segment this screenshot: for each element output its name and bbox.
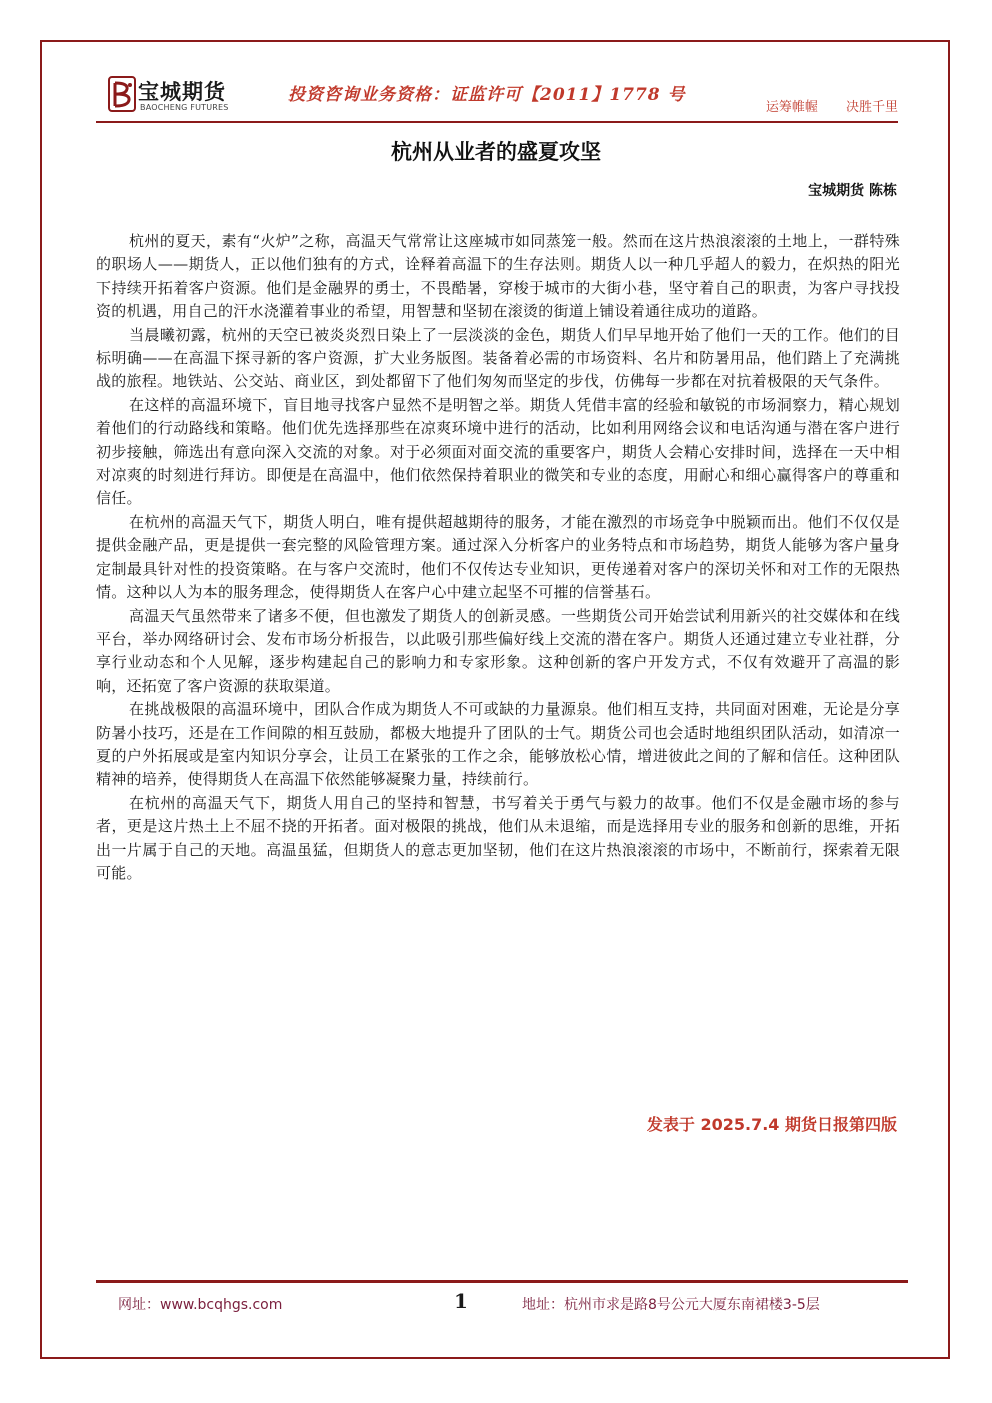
article-body [96,230,900,885]
footer-divider [96,1280,908,1283]
publication-note: 发表于 2025.7.4 期货日报第四版 [646,1115,897,1134]
footer-address: 地址：杭州市求是路8号公元大厦东南裙楼3-5层 [522,1297,820,1313]
header-motto [742,96,898,115]
qualification-statement: 投资咨询业务资格：证监许可【2011】1778 号 [288,85,686,105]
page-header [98,72,898,124]
motto-left: 运筹帷幄 [765,100,818,115]
article-title: 杭州从业者的盛夏攻坚 [391,140,601,164]
article-byline: 宝城期货 陈栋 [808,183,897,199]
header-divider [96,121,898,123]
page-number: 1 [454,1289,468,1313]
paragraph: 在杭州的高温天气下，期货人明白，唯有提供超越期待的服务，才能在激烈的市场竞争中脱颖而出。他们不仅仅是提供金融产品，更是提供一套完整的风险管理方案。通过深入分析客户的业务特点和市场趋势，期货人能够为客户量身定制最具针对性的投资策略。在与客户交流时，他们不仅传达专业知识，更传递着对客户的深切关怀和对工作的无限热情。这种以人为本的服务理念，使得期货人在客户心中建立起坚不可摧的信誉基石。 [96,512,900,602]
paragraph: 当晨曦初露，杭州的天空已被炎炎烈日染上了一层淡淡的金色，期货人们早早地开始了他们一天的工作。他们的目标明确——在高温下探寻新的客户资源，扩大业务版图。装备着必需的市场资料、名片和防暑用品，他们踏上了充满挑战的旅程。地铁站、公交站、商业区，到处都留下了他们匆匆而坚定的步伐，仿佛每一步都在对抗着极限的天气条件。 [96,325,900,391]
company-logo [108,76,238,116]
paragraph: 杭州的夏天，素有“火炉”之称，高温天气常常让这座城市如同蒸笼一般。然而在这片热浪滚滚的土地上，一群特殊的职场人——期货人，正以他们独有的方式，诠释着高温下的生存法则。期货人以一种几乎超人的毅力，在炽热的阳光下持续开拓着客户资源。他们是金融界的勇士，不畏酷暑，穿梭于城市的大街小巷，坚守着自己的职责，为客户寻找投资的机遇，用自己的汗水浇灌着事业的希望，用智慧和坚韧在滚烫的街道上铺设着通往成功的道路。 [96,232,900,321]
page-footer [96,1288,908,1318]
footer-website[interactable]: 网址：www.bcqhgs.com [118,1297,283,1313]
logo-english-name: BAOCHENG FUTURES [140,103,229,112]
paragraph: 高温天气虽然带来了诸多不便，但也激发了期货人的创新灵感。一些期货公司开始尝试利用新兴的社交媒体和在线平台，举办网络研讨会、发布市场分析报告，以此吸引那些偏好线上交流的潜在客户。期货人还通过建立专业社群，分享行业动态和个人见解，逐步构建起自己的影响力和专家形象。这种创新的客户开发方式，不仅有效避开了高温的影响，还拓宽了客户资源的获取渠道。 [96,606,900,695]
paragraph: 在这样的高温环境下，盲目地寻找客户显然不是明智之举。期货人凭借丰富的经验和敏锐的市场洞察力，精心规划着他们的行动路线和策略。他们优先选择那些在凉爽环境中进行的活动，比如利用网络会议和电话沟通与潜在客户进行初步接触，筛选出有意向深入交流的对象。对于必须面对面交流的重要客户，期货人会精心安排时间，选择在一天中相对凉爽的时刻进行拜访。即便是在高温中，他们依然保持着职业的微笑和专业的态度，用耐心和细心赢得客户的尊重和信任。 [96,395,900,508]
motto-right: 决胜千里 [845,100,898,115]
logo-chinese-name: 宝城期货 [138,79,226,104]
paragraph: 在杭州的高温天气下，期货人用自己的坚持和智慧，书写着关于勇气与毅力的故事。他们不仅是金融市场的参与者，更是这片热土上不屈不挠的开拓者。面对极限的挑战，他们从未退缩，而是选择用专业的服务和创新的思维，开拓出一片属于自己的天地。高温虽猛，但期货人的意志更加坚韧，他们在这片热浪滚滚的市场中，不断前行，探索着无限可能。 [96,793,900,882]
logo-mark-icon [108,76,138,114]
paragraph: 在挑战极限的高温环境中，团队合作成为期货人不可或缺的力量源泉。他们相互支持，共同面对困难，无论是分享防暑小技巧，还是在工作间隙的相互鼓励，都极大地提升了团队的士气。期货公司也会适时地组织团队活动，如清凉一夏的户外拓展或是室内知识分享会，让员工在紧张的工作之余，能够放松心情，增进彼此之间的了解和信任。这种团队精神的培养，使得期货人在高温下依然能够凝聚力量，持续前行。 [96,700,900,789]
